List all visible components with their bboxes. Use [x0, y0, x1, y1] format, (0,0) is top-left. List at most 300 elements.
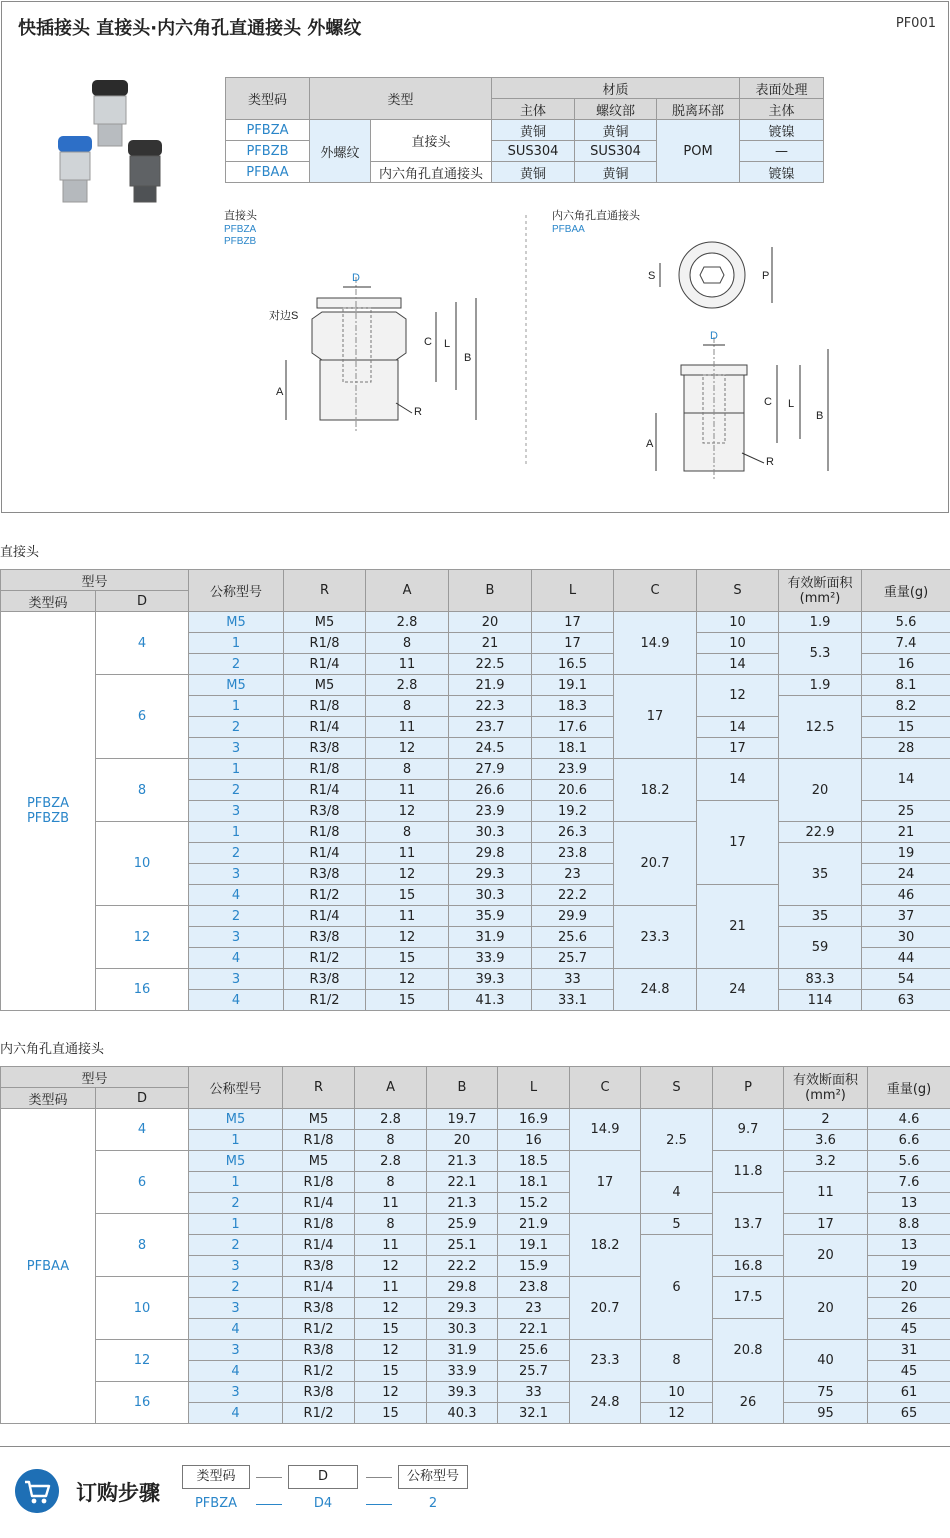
dim-label: R [414, 406, 422, 418]
W-cell: 16 [862, 654, 950, 675]
table-row [1, 1382, 950, 1403]
nominal-cell: 3 [189, 1340, 283, 1361]
nominal-cell: 4 [189, 1361, 283, 1382]
W-cell: 65 [868, 1403, 950, 1424]
B-cell: 27.9 [449, 759, 532, 780]
B-cell: 20 [449, 612, 532, 633]
L-cell: 19.2 [532, 801, 614, 822]
L-cell: 16.5 [532, 654, 614, 675]
table-row [1, 906, 950, 927]
L-cell: 22.2 [532, 885, 614, 906]
hex-spec-table [0, 1066, 950, 1424]
P-cell: 17.5 [713, 1277, 784, 1319]
h-B: B [449, 570, 532, 612]
straight-spec-table [0, 569, 950, 1011]
table-row [1, 1109, 950, 1130]
W-cell: 5.6 [868, 1151, 950, 1172]
dim-label: D [352, 272, 360, 284]
surface: — [740, 141, 824, 162]
C-cell: 24.8 [570, 1382, 641, 1424]
S-cell: 14 [697, 717, 779, 738]
C-cell: 23.3 [614, 906, 697, 969]
A-cell: 2.8 [355, 1109, 427, 1130]
order-example: D4 [313, 1496, 333, 1511]
h-D: D [96, 1088, 189, 1109]
order-title: 订购步骤 [76, 1481, 160, 1505]
C-cell: 20.7 [570, 1277, 641, 1340]
h-L: L [532, 570, 614, 612]
nominal-cell: 1 [189, 1172, 283, 1193]
W-cell: 5.6 [862, 612, 950, 633]
nominal-cell: 3 [189, 969, 284, 990]
dim-label: P [762, 270, 770, 282]
table-row [1, 759, 950, 780]
d-cell: 10 [96, 822, 189, 906]
d-cell: 8 [96, 759, 189, 822]
surface: 镀镍 [740, 162, 824, 183]
B-cell: 25.9 [427, 1214, 498, 1235]
B-cell: 39.3 [427, 1382, 498, 1403]
R-cell: R3/8 [284, 864, 366, 885]
E-cell: 114 [779, 990, 862, 1011]
S-cell: 5 [641, 1214, 713, 1235]
h-C: C [614, 570, 697, 612]
W-cell: 45 [868, 1361, 950, 1382]
A-cell: 12 [355, 1256, 427, 1277]
nominal-cell: 3 [189, 864, 284, 885]
h-A: A [355, 1067, 427, 1109]
E-cell: 11 [784, 1172, 868, 1214]
order-steps [0, 1446, 950, 1538]
h-area: 有效断面积 (mm²) [779, 570, 862, 612]
A-cell: 12 [366, 969, 449, 990]
E-cell: 1.9 [779, 612, 862, 633]
L-cell: 17 [532, 633, 614, 654]
h-material: 材质 [492, 78, 740, 99]
B-cell: 21.9 [449, 675, 532, 696]
S-cell: 10 [697, 612, 779, 633]
R-cell: R1/2 [283, 1319, 355, 1340]
table-row [1, 1214, 950, 1235]
nominal-cell: 4 [189, 948, 284, 969]
A-cell: 11 [355, 1277, 427, 1298]
E-cell: 83.3 [779, 969, 862, 990]
R-cell: R1/2 [283, 1403, 355, 1424]
C-cell: 18.2 [614, 759, 697, 822]
order-field-nominal: 公称型号 [398, 1465, 468, 1489]
type-code-cell: PFBAA [1, 1109, 96, 1424]
P-cell: 16.8 [713, 1256, 784, 1277]
order-field-d: D [288, 1465, 358, 1489]
nominal-cell: 3 [189, 1382, 283, 1403]
A-cell: 15 [355, 1319, 427, 1340]
B-cell: 35.9 [449, 906, 532, 927]
thread-material: 黄铜 [575, 120, 657, 141]
L-cell: 23.9 [532, 759, 614, 780]
d-cell: 4 [96, 1109, 189, 1151]
thread-material: 黄铜 [575, 162, 657, 183]
h-model: 型号 [1, 570, 189, 591]
nominal-cell: 1 [189, 696, 284, 717]
A-cell: 11 [355, 1193, 427, 1214]
W-cell: 26 [868, 1298, 950, 1319]
W-cell: 54 [862, 969, 950, 990]
A-cell: 15 [366, 885, 449, 906]
E-cell: 40 [784, 1340, 868, 1382]
W-cell: 63 [862, 990, 950, 1011]
B-cell: 29.3 [449, 864, 532, 885]
B-cell: 39.3 [449, 969, 532, 990]
S-cell: 4 [641, 1172, 713, 1214]
A-cell: 12 [355, 1298, 427, 1319]
table-row [1, 612, 950, 633]
left-drawing-title: 直接头 [224, 210, 257, 222]
table-row [1, 822, 950, 843]
B-cell: 26.6 [449, 780, 532, 801]
A-cell: 11 [366, 906, 449, 927]
C-cell: 24.8 [614, 969, 697, 1011]
L-cell: 18.1 [498, 1172, 570, 1193]
W-cell: 15 [862, 717, 950, 738]
type-code: PFBAA [226, 162, 310, 183]
L-cell: 23 [532, 864, 614, 885]
nominal-cell: 3 [189, 738, 284, 759]
L-cell: 21.9 [498, 1214, 570, 1235]
dim-label: C [424, 336, 432, 348]
R-cell: M5 [284, 675, 366, 696]
E-cell: 2 [784, 1109, 868, 1130]
E-cell: 20 [784, 1277, 868, 1340]
dimension-drawings [224, 207, 844, 507]
R-cell: R3/8 [284, 738, 366, 759]
nominal-cell: 2 [189, 906, 284, 927]
L-cell: 16 [498, 1130, 570, 1151]
A-cell: 12 [366, 927, 449, 948]
nominal-cell: 2 [189, 654, 284, 675]
A-cell: 15 [355, 1403, 427, 1424]
left-drawing-code: PFBZB [224, 236, 257, 247]
h-S: S [641, 1067, 713, 1109]
A-cell: 2.8 [366, 612, 449, 633]
h-P: P [713, 1067, 784, 1109]
E-cell: 95 [784, 1403, 868, 1424]
body-material: SUS304 [492, 141, 575, 162]
dim-label: B [464, 352, 472, 364]
h-weight: 重量(g) [868, 1067, 950, 1109]
E-cell: 75 [784, 1382, 868, 1403]
L-cell: 33 [498, 1382, 570, 1403]
E-cell: 35 [779, 906, 862, 927]
page-title: 快插接头 直接头·内六角孔直通接头 外螺纹 [18, 18, 362, 39]
R-cell: R1/8 [283, 1172, 355, 1193]
type-main: 外螺纹 [310, 120, 371, 183]
L-cell: 19.1 [498, 1235, 570, 1256]
h-S: S [697, 570, 779, 612]
dim-label: L [788, 398, 795, 410]
h-weight: 重量(g) [862, 570, 950, 612]
R-cell: R3/8 [284, 927, 366, 948]
S-cell: 10 [641, 1382, 713, 1403]
dim-label: A [276, 386, 284, 398]
W-cell: 21 [862, 822, 950, 843]
B-cell: 22.2 [427, 1256, 498, 1277]
product-photo [50, 78, 170, 208]
R-cell: R1/8 [283, 1214, 355, 1235]
nominal-cell: 4 [189, 1319, 283, 1340]
A-cell: 11 [355, 1235, 427, 1256]
C-cell: 17 [614, 675, 697, 759]
W-cell: 8.8 [868, 1214, 950, 1235]
R-cell: R1/8 [283, 1130, 355, 1151]
h-type-code: 类型码 [1, 591, 96, 612]
L-cell: 18.5 [498, 1151, 570, 1172]
L-cell: 18.3 [532, 696, 614, 717]
L-cell: 26.3 [532, 822, 614, 843]
B-cell: 31.9 [449, 927, 532, 948]
h-nominal: 公称型号 [189, 1067, 283, 1109]
order-field-type-code: 类型码 [182, 1465, 250, 1489]
nominal-cell: 1 [189, 1130, 283, 1151]
nominal-cell: 4 [189, 1403, 283, 1424]
nominal-cell: M5 [189, 1109, 283, 1130]
L-cell: 29.9 [532, 906, 614, 927]
L-cell: 23 [498, 1298, 570, 1319]
section-title: 内六角孔直通接头 [0, 1042, 105, 1057]
L-cell: 19.1 [532, 675, 614, 696]
table-row [1, 1340, 950, 1361]
d-cell: 16 [96, 969, 189, 1011]
L-cell: 17 [532, 612, 614, 633]
E-cell: 20 [784, 1235, 868, 1277]
R-cell: M5 [283, 1109, 355, 1130]
S-cell: 12 [641, 1403, 713, 1424]
h-D: D [96, 591, 189, 612]
R-cell: R1/4 [284, 906, 366, 927]
W-cell: 45 [868, 1319, 950, 1340]
W-cell: 14 [862, 759, 950, 801]
nominal-cell: 2 [189, 1277, 283, 1298]
A-cell: 12 [355, 1340, 427, 1361]
nominal-cell: 3 [189, 801, 284, 822]
S-cell: 21 [697, 885, 779, 969]
A-cell: 8 [355, 1130, 427, 1151]
h-surface-body: 主体 [740, 99, 824, 120]
h-type-code: 类型码 [1, 1088, 96, 1109]
S-cell: 24 [697, 969, 779, 1011]
thread-material: SUS304 [575, 141, 657, 162]
W-cell: 4.6 [868, 1109, 950, 1130]
W-cell: 13 [868, 1193, 950, 1214]
A-cell: 8 [366, 696, 449, 717]
B-cell: 29.8 [449, 843, 532, 864]
S-cell: 17 [697, 738, 779, 759]
W-cell: 6.6 [868, 1130, 950, 1151]
W-cell: 7.6 [868, 1172, 950, 1193]
A-cell: 11 [366, 717, 449, 738]
section-title: 直接头 [0, 545, 40, 560]
W-cell: 44 [862, 948, 950, 969]
nominal-cell: 1 [189, 822, 284, 843]
type-code: PFBZA [226, 120, 310, 141]
R-cell: R3/8 [283, 1340, 355, 1361]
L-cell: 15.9 [498, 1256, 570, 1277]
dim-label: R [766, 456, 774, 468]
A-cell: 12 [366, 801, 449, 822]
B-cell: 21.3 [427, 1193, 498, 1214]
B-cell: 19.7 [427, 1109, 498, 1130]
E-cell: 5.3 [779, 633, 862, 675]
W-cell: 13 [868, 1235, 950, 1256]
R-cell: R1/2 [284, 948, 366, 969]
L-cell: 17.6 [532, 717, 614, 738]
nominal-cell: 1 [189, 633, 284, 654]
P-cell: 11.8 [713, 1151, 784, 1193]
S-cell: 14 [697, 759, 779, 801]
S-cell: 10 [697, 633, 779, 654]
A-cell: 11 [366, 780, 449, 801]
table-row [1, 1151, 950, 1172]
table-row [1, 1277, 950, 1298]
A-cell: 15 [366, 990, 449, 1011]
nominal-cell: M5 [189, 612, 284, 633]
nominal-cell: 2 [189, 843, 284, 864]
B-cell: 31.9 [427, 1340, 498, 1361]
A-cell: 8 [366, 822, 449, 843]
W-cell: 46 [862, 885, 950, 906]
A-cell: 2.8 [355, 1151, 427, 1172]
h-surface: 表面处理 [740, 78, 824, 99]
nominal-cell: 3 [189, 1298, 283, 1319]
L-cell: 22.1 [498, 1319, 570, 1340]
R-cell: R1/8 [284, 696, 366, 717]
h-thread: 螺纹部 [575, 99, 657, 120]
nominal-cell: M5 [189, 1151, 283, 1172]
B-cell: 21.3 [427, 1151, 498, 1172]
d-cell: 6 [96, 1151, 189, 1214]
dim-label: S [648, 270, 656, 282]
A-cell: 15 [355, 1361, 427, 1382]
R-cell: R1/8 [284, 759, 366, 780]
B-cell: 24.5 [449, 738, 532, 759]
B-cell: 40.3 [427, 1403, 498, 1424]
W-cell: 8.1 [862, 675, 950, 696]
table-row [1, 969, 950, 990]
W-cell: 61 [868, 1382, 950, 1403]
dim-label: 对边S [269, 310, 299, 322]
dim-label: L [444, 338, 451, 350]
R-cell: R1/2 [283, 1361, 355, 1382]
W-cell: 25 [862, 801, 950, 822]
A-cell: 8 [355, 1172, 427, 1193]
A-cell: 8 [355, 1214, 427, 1235]
h-nominal: 公称型号 [189, 570, 284, 612]
type-code-cell: PFBZA PFBZB [1, 612, 96, 1011]
B-cell: 25.1 [427, 1235, 498, 1256]
L-cell: 16.9 [498, 1109, 570, 1130]
A-cell: 11 [366, 654, 449, 675]
table-row [1, 675, 950, 696]
E-cell: 3.6 [784, 1130, 868, 1151]
A-cell: 11 [366, 843, 449, 864]
h-R: R [284, 570, 366, 612]
C-cell: 14.9 [570, 1109, 641, 1151]
d-cell: 6 [96, 675, 189, 759]
S-cell: 6 [641, 1235, 713, 1340]
B-cell: 30.3 [427, 1319, 498, 1340]
order-example: 2 [428, 1496, 438, 1511]
d-cell: 8 [96, 1214, 189, 1277]
C-cell: 17 [570, 1151, 641, 1214]
dim-label: B [816, 410, 824, 422]
L-cell: 33.1 [532, 990, 614, 1011]
W-cell: 8.2 [862, 696, 950, 717]
P-cell: 26 [713, 1382, 784, 1424]
S-cell: 17 [697, 801, 779, 885]
E-cell: 17 [784, 1214, 868, 1235]
A-cell: 8 [366, 633, 449, 654]
A-cell: 8 [366, 759, 449, 780]
W-cell: 7.4 [862, 633, 950, 654]
B-cell: 22.5 [449, 654, 532, 675]
W-cell: 19 [862, 843, 950, 864]
R-cell: R1/8 [284, 633, 366, 654]
body-material: 黄铜 [492, 162, 575, 183]
h-release: 脱离环部 [657, 99, 740, 120]
right-drawing-code: PFBAA [552, 224, 585, 235]
body-material: 黄铜 [492, 120, 575, 141]
B-cell: 29.3 [427, 1298, 498, 1319]
nominal-cell: 3 [189, 927, 284, 948]
cart-icon [15, 1469, 59, 1513]
left-drawing-code: PFBZA [224, 224, 257, 235]
B-cell: 22.1 [427, 1172, 498, 1193]
h-model: 型号 [1, 1067, 189, 1088]
order-example: PFBZA [194, 1496, 238, 1511]
h-R: R [283, 1067, 355, 1109]
R-cell: R1/4 [283, 1235, 355, 1256]
nominal-cell: 2 [189, 1193, 283, 1214]
nominal-cell: 2 [189, 1235, 283, 1256]
R-cell: M5 [283, 1151, 355, 1172]
E-cell: 20 [779, 759, 862, 822]
B-cell: 33.9 [449, 948, 532, 969]
d-cell: 16 [96, 1382, 189, 1424]
dim-label: C [764, 396, 772, 408]
d-cell: 10 [96, 1277, 189, 1340]
P-cell: 20.8 [713, 1319, 784, 1382]
W-cell: 24 [862, 864, 950, 885]
R-cell: R3/8 [284, 969, 366, 990]
B-cell: 21 [449, 633, 532, 654]
h-type-code: 类型码 [226, 78, 310, 120]
L-cell: 25.6 [532, 927, 614, 948]
h-C: C [570, 1067, 641, 1109]
L-cell: 33 [532, 969, 614, 990]
S-cell: 8 [641, 1340, 713, 1382]
R-cell: R1/4 [284, 780, 366, 801]
L-cell: 25.7 [532, 948, 614, 969]
W-cell: 28 [862, 738, 950, 759]
nominal-cell: M5 [189, 675, 284, 696]
L-cell: 18.1 [532, 738, 614, 759]
product-code: PF001 [895, 16, 936, 31]
E-cell: 1.9 [779, 675, 862, 696]
B-cell: 20 [427, 1130, 498, 1151]
E-cell: 3.2 [784, 1151, 868, 1172]
d-cell: 4 [96, 612, 189, 675]
R-cell: R3/8 [283, 1298, 355, 1319]
P-cell: 13.7 [713, 1193, 784, 1256]
